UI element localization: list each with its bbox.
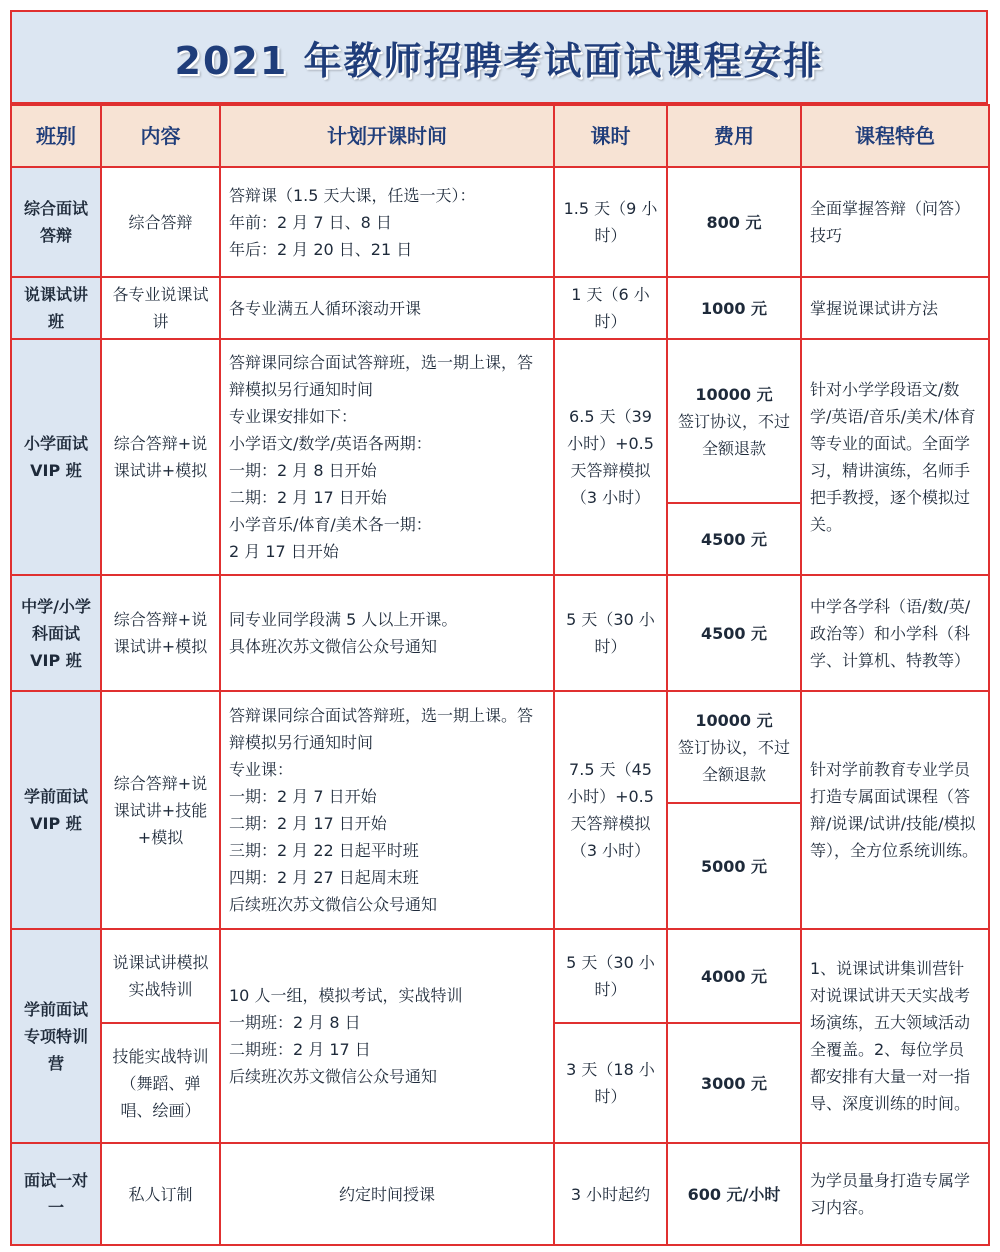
time-line: 专业课： [229, 760, 294, 779]
feature-cell: 全面掌握答辩（问答）技巧 [801, 167, 989, 277]
time-line: 年前：2 月 7 日、8 日 [229, 212, 392, 232]
fee-cell: 3000 元 [667, 1023, 801, 1143]
time-cell [220, 1143, 554, 1245]
fee-note: 签订协议，不过全额退款 [677, 737, 790, 784]
header-class: 班别 [11, 105, 101, 167]
time-cell [220, 277, 554, 339]
schedule-table [10, 104, 990, 1246]
class-name: 小学面试VIP 班 [11, 339, 101, 575]
fee-cell: 800 元 [667, 167, 801, 277]
class-name: 综合面试答辩 [11, 167, 101, 277]
fee-cell: 4500 元 [667, 575, 801, 691]
feature-cell: 中学各学科（语/数/英/政治等）和小学科（科学、计算机、特教等） [801, 575, 989, 691]
time-cell [220, 929, 554, 1143]
content-cell: 综合答辩 [101, 167, 220, 277]
header-time: 计划开课时间 [220, 105, 554, 167]
time-line: 二期：2 月 17 日开始 [229, 488, 387, 507]
time-line: 约定时间授课 [338, 1184, 435, 1204]
time-line: 具体班次苏文微信公众号通知 [229, 637, 438, 656]
fee-cell-vip [667, 339, 801, 503]
content-cell: 各专业说课试讲 [101, 277, 220, 339]
time-line: 专业课安排如下： [229, 407, 358, 426]
header-hours: 课时 [554, 105, 667, 167]
time-line: 二期：2 月 17 日开始 [229, 814, 387, 833]
time-line: 同专业同学段满 5 人以上开课。 [229, 610, 458, 629]
time-cell [220, 575, 554, 691]
hours-cell: 7.5 天（45 小时）+0.5 天答辩模拟（3 小时） [554, 691, 667, 929]
fee-cell: 600 元/小时 [667, 1143, 801, 1245]
time-line: 各专业满五人循环滚动开课 [229, 298, 422, 318]
time-line: 小学语文/数学/英语各两期： [229, 434, 432, 453]
header-feature: 课程特色 [801, 105, 989, 167]
time-line: 年后：2 月 20 日、21 日 [229, 239, 413, 259]
time-line: 2 月 17 日开始 [229, 542, 339, 561]
content-cell: 说课试讲模拟实战特训 [101, 929, 220, 1023]
feature-cell: 掌握说课试讲方法 [801, 277, 989, 339]
fee-price: 10000 元 [695, 710, 773, 730]
fee-cell: 4500 元 [667, 503, 801, 575]
content-cell: 私人订制 [101, 1143, 220, 1245]
time-line: 答辩课（1.5 天大课，任选一天）： [229, 185, 476, 205]
feature-cell: 为学员量身打造专属学习内容。 [801, 1143, 989, 1245]
feature-cell: 1、说课试讲集训营针对说课试讲天天实战考场演练，五大领域活动全覆盖。2、每位学员都安排有大量一对一指导、深度训练的时间。 [801, 929, 989, 1143]
class-name: 中学/小学科面试VIP 班 [11, 575, 101, 691]
time-line: 一期班：2 月 8 日 [229, 1013, 361, 1032]
time-line: 一期：2 月 8 日开始 [229, 461, 377, 480]
fee-cell: 5000 元 [667, 803, 801, 929]
feature-cell: 针对小学学段语文/数学/英语/音乐/美术/体育等专业的面试。全面学习，精讲演练，名师手把手教授，逐个模拟过关。 [801, 339, 989, 575]
content-cell: 技能实战特训（舞蹈、弹唱、绘画） [101, 1023, 220, 1143]
hours-cell: 5 天（30 小时） [554, 929, 667, 1023]
time-line: 一期：2 月 7 日开始 [229, 787, 377, 806]
title-banner [10, 10, 988, 104]
time-line: 答辩课同综合面试答辩班，选一期上课，答辩模拟另行通知时间 [229, 353, 534, 399]
time-line: 二期班：2 月 17 日 [229, 1040, 371, 1059]
fee-cell: 4000 元 [667, 929, 801, 1023]
header-content: 内容 [101, 105, 220, 167]
table-row [11, 929, 989, 1023]
header-fee: 费用 [667, 105, 801, 167]
content-cell: 综合答辩+说课试讲+技能+模拟 [101, 691, 220, 929]
class-name: 面试一对一 [11, 1143, 101, 1245]
hours-cell: 1 天（6 小时） [554, 277, 667, 339]
time-cell [220, 339, 554, 575]
fee-note: 签订协议，不过全额退款 [677, 411, 790, 458]
hours-cell: 3 天（18 小时） [554, 1023, 667, 1143]
time-line: 四期：2 月 27 日起周末班 [229, 868, 419, 887]
content-cell: 综合答辩+说课试讲+模拟 [101, 339, 220, 575]
feature-cell: 针对学前教育专业学员打造专属面试课程（答辩/说课/试讲/技能/模拟等），全方位系统训练。 [801, 691, 989, 929]
hours-cell: 3 小时起约 [554, 1143, 667, 1245]
fee-cell-vip [667, 691, 801, 803]
time-line: 答辩课同综合面试答辩班，选一期上课。答辩模拟另行通知时间 [229, 706, 534, 752]
page-title: 2021 年教师招聘考试面试课程安排 [174, 38, 824, 83]
time-line: 小学音乐/体育/美术各一期： [229, 515, 432, 534]
class-name: 说课试讲班 [11, 277, 101, 339]
fee-price: 10000 元 [695, 384, 773, 404]
table-row [11, 1143, 989, 1245]
hours-cell: 6.5 天（39 小时）+0.5 天答辩模拟（3 小时） [554, 339, 667, 575]
table-row [11, 167, 989, 277]
table-row [11, 277, 989, 339]
class-name: 学前面试VIP 班 [11, 691, 101, 929]
table-header-row [11, 105, 989, 167]
table-row [11, 691, 989, 803]
content-cell: 综合答辩+说课试讲+模拟 [101, 575, 220, 691]
fee-cell: 1000 元 [667, 277, 801, 339]
time-line: 后续班次苏文微信公众号通知 [229, 895, 438, 914]
table-row [11, 575, 989, 691]
class-name: 学前面试专项特训营 [11, 929, 101, 1143]
time-line: 10 人一组，模拟考试，实战特训 [229, 986, 463, 1005]
table-row [11, 339, 989, 503]
hours-cell: 1.5 天（9 小时） [554, 167, 667, 277]
time-line: 三期：2 月 22 日起平时班 [229, 841, 419, 860]
time-line: 后续班次苏文微信公众号通知 [229, 1067, 438, 1086]
time-cell [220, 691, 554, 929]
hours-cell: 5 天（30 小时） [554, 575, 667, 691]
time-cell [220, 167, 554, 277]
